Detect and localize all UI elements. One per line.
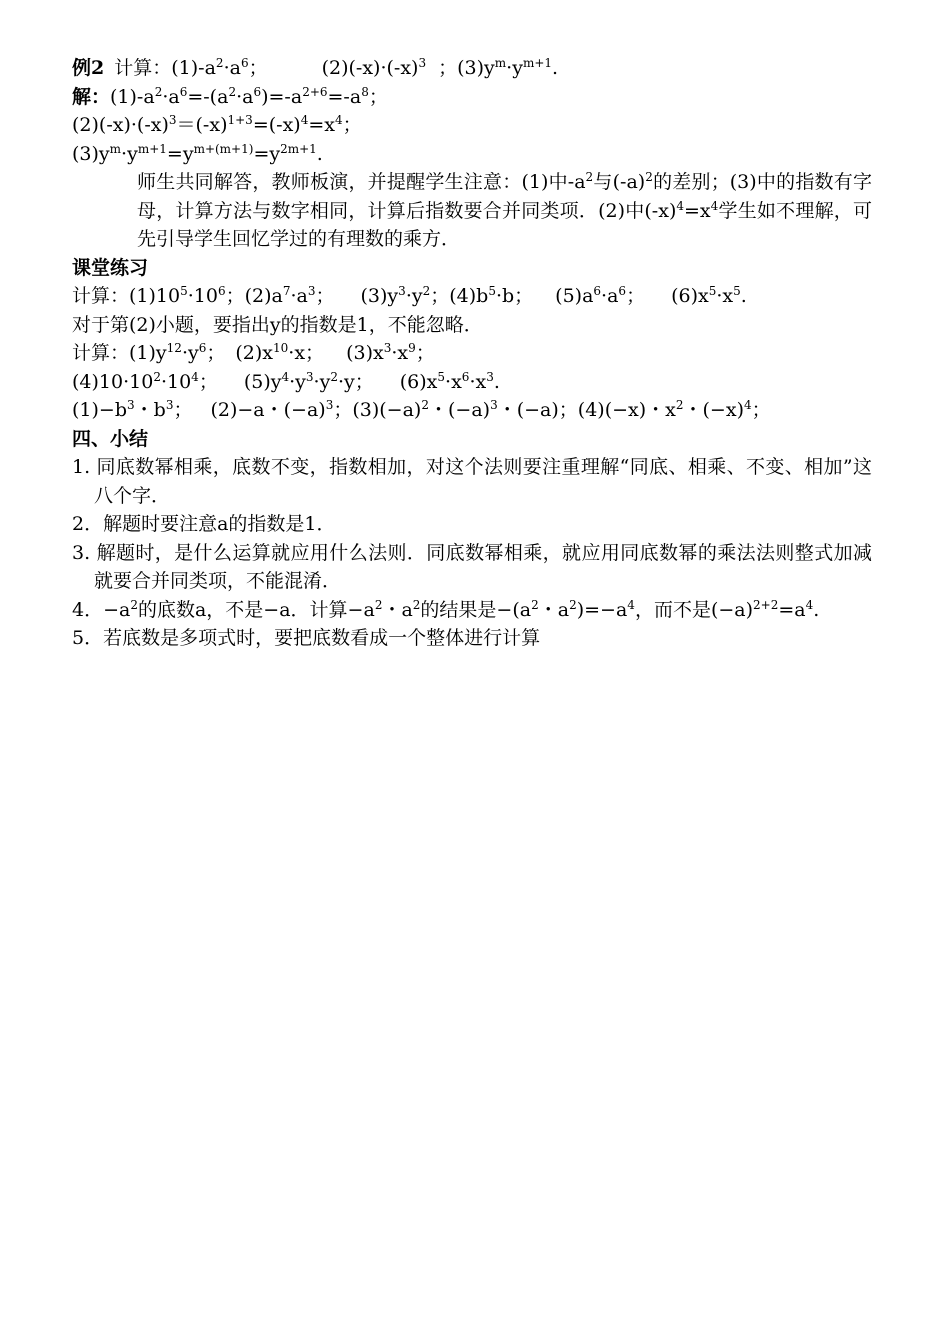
practice-set-3: $(1)-b^3$・$b^3$； (2)−a・$(-a)^3$；$(3)(-a)^2$・$(-a)^3$・(−a)；(4)(−x)・$x^2$・$(-x)^4$； <box>72 398 771 421</box>
discussion-paragraph: 师生共同解答，教师板演，并提醒学生注意：(1)中$-a^2$与$(-a)^2$的差别；(3)中的指数有字母，计算方法与数字相同，计算后指数要合并同类项．(2)中$(-x)^4=x^4$学生如不理解，可先引导学生回忆学过的有理数的乘方． <box>137 170 872 250</box>
example-2-calc: 计算： <box>114 57 172 79</box>
summary-heading: 四、小结 <box>72 427 149 450</box>
solution-line-1: 解：$(1)-a^2\cdot a^6=-(a^2\cdot a^6)=-a^{2+6}=-a^8$； <box>72 84 388 108</box>
practice-note: 对于第(2)小题，要指出y的指数是1，不能忽略． <box>72 313 483 336</box>
example-2-line: 例2 计算：$(1)-a^2\cdot a^6$； $(2)(-x)\cdot(-x)^3$ ；$(3)y^m\cdot y^{m+1}$. <box>72 56 559 79</box>
practice-set-2b: $(4)10\cdot 10^2\cdot 10^4$； $(5)y^4\cdot y^3\cdot y^2\cdot y$； $(6)x^5\cdot x^6\cdot x^3$. <box>72 369 500 393</box>
practice-set-1: 计算：$(1)10^5\cdot 10^6$；$(2)a^7\cdot a^3$； $(3)y^3\cdot y^2$；$(4)b^5\cdot b$； $(5)a^6\cdot a^6$； $(6)x^5\cdot x^5$. <box>72 284 747 307</box>
solution-label: 解： <box>72 85 111 108</box>
summary-item-1: 1. 同底数幂相乘，底数不变，指数相加，对这个法则要注重理解“同底、相乘、不变、相加”这八个字． <box>72 456 872 507</box>
solution-line-3: $(3)y^m\cdot y^{m+1}=y^{m+(m+1)}=y^{2m+1}$. <box>72 141 323 165</box>
solution-line-2: $(2)(-x)\cdot(-x)^3=(-x)^{1+3}=(-x)^4=x^4$； <box>72 113 362 136</box>
summary-item-5: 5．若底数是多项式时，要把底数看成一个整体进行计算 <box>72 627 541 649</box>
document-body <box>72 54 872 653</box>
example-2-label: 例2 <box>72 57 105 79</box>
summary-item-2: 2．解题时要注意a的指数是1． <box>72 513 336 535</box>
summary-item-3: 3. 解题时，是什么运算就应用什么法则．同底数幂相乘，就应用同底数幂的乘法法则整式加减就要合并同类项，不能混淆． <box>72 541 872 592</box>
practice-set-2a: 计算：$(1)y^{12}\cdot y^6$； $(2)x^{10}\cdot x$； $(3)x^3\cdot x^9$； <box>72 341 435 364</box>
practice-heading: 课堂练习 <box>72 256 149 279</box>
summary-item-4: 4．$-a^2$的底数a，不是−a．计算$-a^2$・$a^2$的结果是$-(a^2$・$a^2)=-a^4$，而不是$(-a)^{2+2}=a^4$. <box>72 597 820 621</box>
